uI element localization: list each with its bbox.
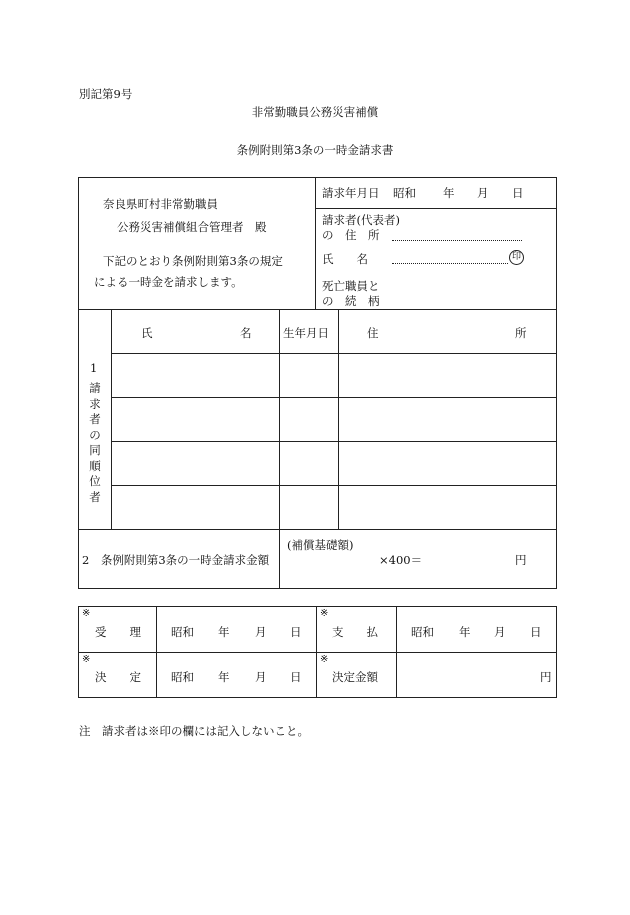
- request-date-year: 年: [443, 186, 455, 200]
- payment-era: 昭和: [411, 625, 434, 639]
- request-date-day: 日: [512, 186, 524, 200]
- office-mark-payment: ※: [320, 608, 329, 619]
- body-line-1: 下記のとおり条例附則第3条の規定: [103, 254, 283, 268]
- seal-mark: 印: [509, 250, 524, 265]
- office-mark-amount: ※: [320, 654, 329, 665]
- payment-label: 支 払: [332, 625, 378, 639]
- payment-day: 日: [530, 625, 542, 639]
- decision-day: 日: [290, 670, 302, 684]
- decision-year: 年: [218, 670, 230, 684]
- recipient-line-2: 公務災害補償組合管理者 殿: [117, 220, 267, 234]
- address-line: [392, 240, 522, 241]
- title-line-1: 非常勤職員公務災害補償: [251, 105, 379, 119]
- amount-formula: ×400＝: [379, 553, 423, 567]
- request-date-label: 請求年月日: [322, 186, 380, 200]
- col-address-left: 住: [367, 326, 379, 340]
- col-name-right: 名: [240, 326, 252, 340]
- section2-label: 2 条例附則第3条の一時金請求金額: [82, 553, 270, 567]
- body-line-2: による一時金を請求します。: [94, 275, 243, 289]
- name-line: [392, 263, 508, 264]
- claimant-label-1: 請求者(代表者): [322, 213, 400, 227]
- form-number: 別記第9号: [79, 87, 133, 101]
- receipt-day: 日: [290, 625, 302, 639]
- payment-year: 年: [459, 625, 471, 639]
- decision-era: 昭和: [171, 670, 194, 684]
- col-birth: 生年月日: [283, 326, 329, 340]
- amount-yen: 円: [515, 553, 527, 567]
- title-line-2: 条例附則第3条の一時金請求書: [236, 143, 394, 157]
- decision-month: 月: [255, 670, 267, 684]
- footnote: 注 請求者は※印の欄には記入しないこと。: [79, 724, 309, 738]
- payment-month: 月: [494, 625, 506, 639]
- receipt-year: 年: [218, 625, 230, 639]
- section1-side-label: 請求者の同順位者: [89, 381, 101, 504]
- section1-number: 1: [90, 361, 98, 375]
- receipt-label: 受 理: [95, 625, 141, 639]
- name-label: 氏 名: [322, 252, 368, 266]
- base-amount-label: (補償基礎額): [287, 538, 354, 552]
- decision-label: 決 定: [95, 670, 141, 684]
- recipient-line-1: 奈良県町村非常勤職員: [103, 197, 218, 211]
- receipt-era: 昭和: [171, 625, 194, 639]
- request-date-month: 月: [477, 186, 489, 200]
- relation-label-2: の 続 柄: [322, 294, 380, 308]
- office-mark-decision: ※: [82, 654, 91, 665]
- main-table: [78, 177, 557, 589]
- office-mark-receipt: ※: [82, 608, 91, 619]
- decided-amount-yen: 円: [540, 670, 552, 684]
- col-address-right: 所: [515, 326, 527, 340]
- col-name-left: 氏: [141, 326, 153, 340]
- receipt-month: 月: [255, 625, 267, 639]
- claimant-label-2: の 住 所: [322, 228, 380, 242]
- relation-label-1: 死亡職員と: [322, 279, 380, 293]
- request-date-era: 昭和: [393, 186, 416, 200]
- decided-amount-label: 決定金額: [332, 670, 378, 684]
